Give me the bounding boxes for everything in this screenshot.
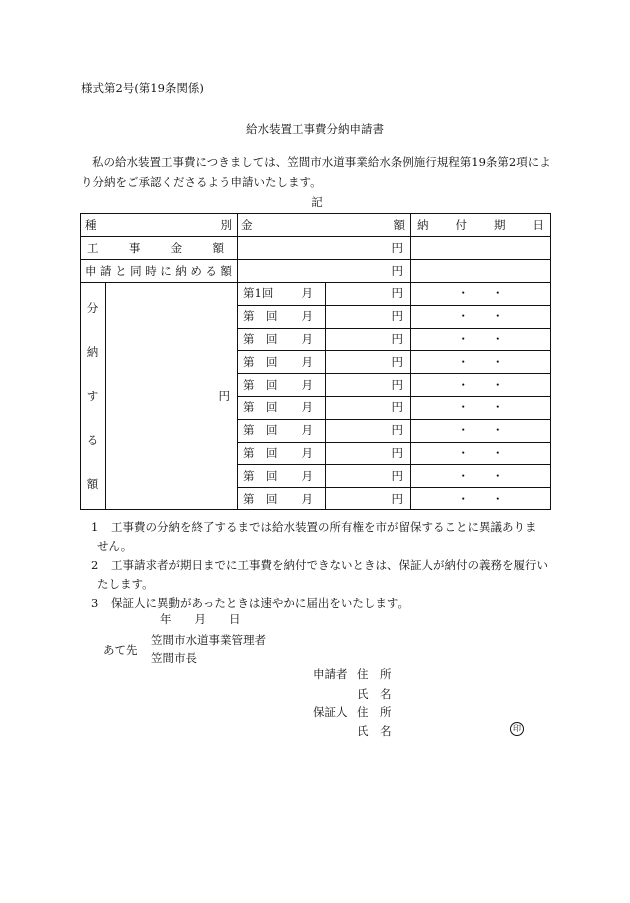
installment-yen <box>325 396 403 419</box>
bunno-char: 納 <box>86 345 99 359</box>
installment-yen-unit: 円 <box>391 309 403 324</box>
installment-date <box>410 328 551 351</box>
installment-yen-unit: 円 <box>391 331 403 346</box>
installment-no: 第 回 <box>243 400 278 415</box>
doji-char: 納 <box>175 263 187 278</box>
doji-char: 額 <box>220 263 232 278</box>
installment-date-dots: ・ ・ <box>457 400 504 415</box>
bunno-vertical-label <box>80 300 105 492</box>
header-shu: 種 <box>85 217 97 232</box>
header-betsu: 別 <box>220 217 232 232</box>
installment-yen <box>325 487 403 510</box>
note-line-2: せん。 <box>97 539 133 553</box>
note-line-1: 工事請求者が期日までに工事費を納付できないときは、保証人が納付の義務を履行い <box>111 558 548 572</box>
installment-yen <box>325 419 403 442</box>
doji-char: 同 <box>130 263 142 278</box>
installment-yen-unit: 円 <box>391 468 403 483</box>
installment-month <box>237 442 313 465</box>
applicant-label: 申請者 <box>313 667 348 681</box>
installment-no: 第 回 <box>243 423 278 438</box>
bunno-char: す <box>86 389 99 403</box>
applicant-name-label: 氏 名 <box>357 687 392 701</box>
installment-month-unit: 月 <box>301 331 313 346</box>
installment-no: 第 回 <box>243 309 278 324</box>
seal-mark: 印 <box>510 722 524 736</box>
installment-no: 第 回 <box>243 354 278 369</box>
installment-yen <box>325 282 403 305</box>
bunno-char: 額 <box>86 477 99 491</box>
installment-yen <box>325 373 403 396</box>
installment-date <box>410 305 551 328</box>
installment-month-unit: 月 <box>301 354 313 369</box>
installment-date-dots: ・ ・ <box>457 377 504 392</box>
guarantor-label: 保証人 <box>313 705 348 719</box>
installment-month-unit: 月 <box>301 445 313 460</box>
bunno-char: る <box>86 433 99 447</box>
installment-date-dots: ・ ・ <box>457 354 504 369</box>
yen-unit: 円 <box>391 240 403 255</box>
addressee-line-1: 笠間市水道事業管理者 <box>151 633 266 647</box>
installment-no: 第 回 <box>243 377 278 392</box>
installment-date <box>410 419 551 442</box>
installment-month <box>237 350 313 373</box>
kouji-char: 工 <box>87 240 99 255</box>
installment-month-unit: 月 <box>301 423 313 438</box>
installment-date <box>410 442 551 465</box>
installment-yen <box>325 350 403 373</box>
header-kigen <box>417 213 544 236</box>
note-text <box>97 518 551 556</box>
installment-date-dots: ・ ・ <box>457 286 504 301</box>
doji-char: 時 <box>145 263 157 278</box>
doji-char: 請 <box>100 263 112 278</box>
row-kouji-yen <box>237 236 403 259</box>
bunno-char: 分 <box>86 301 99 315</box>
installment-yen-unit: 円 <box>391 286 403 301</box>
document-title: 給水装置工事費分納申請書 <box>246 122 384 136</box>
installment-yen-unit: 円 <box>391 354 403 369</box>
guarantor-name-label: 氏 名 <box>357 724 392 738</box>
guarantor-address-label: 住 所 <box>357 705 392 719</box>
installment-month-unit: 月 <box>301 286 313 301</box>
row-kouji-label <box>87 236 224 259</box>
form-number: 様式第2号(第19条関係) <box>81 81 204 95</box>
doji-char: 申 <box>85 263 97 278</box>
installment-date <box>410 282 551 305</box>
ki-heading: 記 <box>311 195 323 209</box>
installment-yen <box>325 442 403 465</box>
installment-yen-unit: 円 <box>391 491 403 506</box>
installment-date <box>410 487 551 510</box>
header-kigen-char: 納 <box>417 217 429 232</box>
installment-month-unit: 月 <box>301 491 313 506</box>
doji-char: め <box>190 263 202 278</box>
installment-month-unit: 月 <box>301 309 313 324</box>
doji-char: る <box>205 263 217 278</box>
notes-list <box>81 518 551 613</box>
doji-char: と <box>115 263 127 278</box>
installment-date <box>410 396 551 419</box>
addressee-line-2: 笠間市長 <box>151 651 197 665</box>
note-line-2: たします。 <box>97 577 154 591</box>
header-kigen-char: 期 <box>494 217 506 232</box>
installment-month <box>237 373 313 396</box>
installment-yen <box>325 464 403 487</box>
installment-month <box>237 464 313 487</box>
header-gaku: 額 <box>393 217 405 232</box>
installment-month-unit: 月 <box>301 468 313 483</box>
row-doji-label <box>85 259 232 282</box>
applicant-address-label: 住 所 <box>357 667 392 681</box>
installment-no: 第 回 <box>243 445 278 460</box>
kouji-char: 金 <box>170 240 183 255</box>
installment-month <box>237 282 313 305</box>
installment-date-dots: ・ ・ <box>457 423 504 438</box>
bunno-total-yen <box>105 282 230 510</box>
note-number: 2 <box>91 558 99 572</box>
installment-no: 第1回 <box>243 286 274 301</box>
note-item <box>81 594 551 613</box>
kouji-char: 事 <box>128 240 141 255</box>
installment-yen-unit: 円 <box>391 445 403 460</box>
installment-month <box>237 328 313 351</box>
installment-date-dots: ・ ・ <box>457 445 504 460</box>
note-item <box>81 518 551 556</box>
intro-line-2: り分納をご承認くださるよう申請いたします。 <box>81 175 322 189</box>
note-number: 1 <box>91 520 99 534</box>
header-kin: 金 <box>241 217 253 232</box>
installment-date <box>410 464 551 487</box>
kouji-char: 額 <box>212 240 224 255</box>
yen-unit: 円 <box>218 389 230 403</box>
installment-yen <box>325 328 403 351</box>
date-line: 年 月 日 <box>160 612 241 626</box>
installment-yen <box>325 305 403 328</box>
header-kigen-char: 付 <box>455 217 467 232</box>
installment-no: 第 回 <box>243 331 278 346</box>
installment-yen-unit: 円 <box>391 400 403 415</box>
installment-yen-unit: 円 <box>391 377 403 392</box>
note-number: 3 <box>91 596 99 610</box>
installment-month <box>237 396 313 419</box>
installment-date <box>410 350 551 373</box>
row-doji-yen <box>237 259 403 282</box>
header-kingaku <box>241 213 405 236</box>
note-item <box>81 556 551 594</box>
installment-date-dots: ・ ・ <box>457 491 504 506</box>
installment-month-unit: 月 <box>301 400 313 415</box>
note-text <box>97 556 551 594</box>
header-kigen-char: 日 <box>532 217 544 232</box>
installment-date-dots: ・ ・ <box>457 309 504 324</box>
note-line-1: 保証人に異動があったときは速やかに届出をいたします。 <box>111 596 409 610</box>
intro-line-1: 私の給水装置工事費につきましては、笠間市水道事業給水条例施行規程第19条第2項によ <box>92 155 551 169</box>
installment-month-unit: 月 <box>301 377 313 392</box>
header-shubetsu <box>85 213 232 236</box>
installment-no: 第 回 <box>243 468 278 483</box>
installment-date <box>410 373 551 396</box>
installment-yen-unit: 円 <box>391 423 403 438</box>
installment-month <box>237 487 313 510</box>
installment-date-dots: ・ ・ <box>457 331 504 346</box>
addressee-label: あて先 <box>103 643 138 657</box>
yen-unit: 円 <box>391 263 403 278</box>
installment-table <box>80 213 551 510</box>
installment-date-dots: ・ ・ <box>457 468 504 483</box>
installment-month <box>237 305 313 328</box>
note-line-1: 工事費の分納を終了するまでは給水装置の所有権を市が留保することに異議ありま <box>111 520 537 534</box>
installment-month <box>237 419 313 442</box>
installment-no: 第 回 <box>243 491 278 506</box>
doji-char: に <box>160 263 172 278</box>
